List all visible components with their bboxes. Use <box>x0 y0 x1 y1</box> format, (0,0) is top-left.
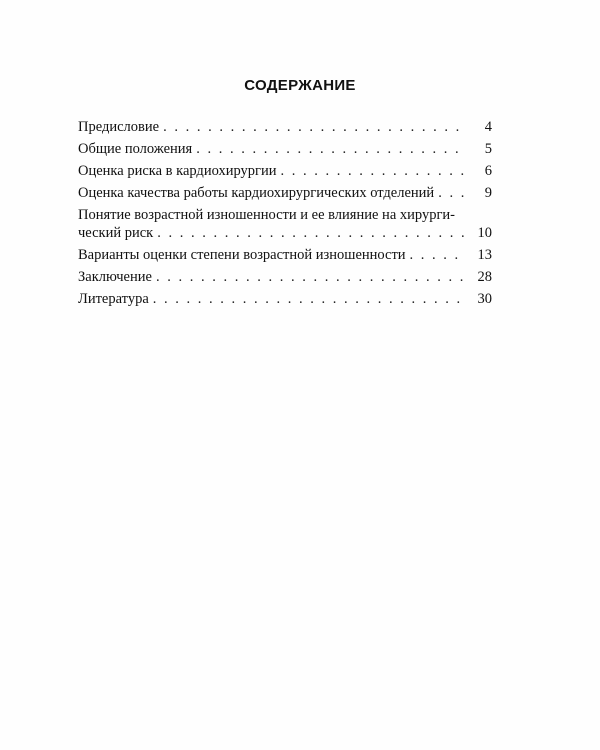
toc-entry-title: Оценка риска в кардиохирургии <box>78 163 277 179</box>
toc-entry[interactable] <box>78 246 492 264</box>
toc-entry[interactable] <box>78 206 492 242</box>
toc-entry[interactable] <box>78 118 492 136</box>
toc-page-number: 30 <box>477 291 492 307</box>
toc-entry-title-line1: Понятие возрастной изношенности и ее влияние на хирурги- <box>78 207 455 223</box>
toc-entry-title: Варианты оценки степени возрастной изношенности <box>78 247 406 263</box>
toc-page-number: 6 <box>484 163 492 179</box>
toc-page-number: 4 <box>484 119 492 135</box>
page-title: СОДЕРЖАНИЕ <box>244 77 356 94</box>
toc-entry-title: Заключение <box>78 269 152 285</box>
toc-page-number: 5 <box>484 141 492 157</box>
dot-leader <box>410 246 466 264</box>
toc-entry[interactable] <box>78 140 492 158</box>
toc-entry[interactable] <box>78 184 492 202</box>
toc-page-number: 13 <box>477 247 492 263</box>
toc-page-number: 9 <box>484 185 492 201</box>
dot-leader <box>196 140 466 158</box>
dot-leader <box>157 224 466 242</box>
dot-leader <box>163 118 466 136</box>
toc-entry[interactable] <box>78 268 492 286</box>
dot-leader <box>438 184 466 202</box>
toc-entry[interactable] <box>78 162 492 180</box>
toc-page-number: 10 <box>477 225 492 241</box>
dot-leader <box>156 268 466 286</box>
toc-entry-title: Общие положения <box>78 141 193 157</box>
toc-entry-title: Оценка качества работы кардиохирургических отделений <box>78 185 435 201</box>
toc-entry[interactable] <box>78 290 492 308</box>
toc-entry-title-line2: ческий риск <box>78 225 154 241</box>
toc-entry-title: Предисловие <box>78 119 160 135</box>
table-of-contents <box>78 118 492 312</box>
dot-leader <box>153 290 466 308</box>
dot-leader <box>281 162 467 180</box>
toc-entry-title: Литература <box>78 291 149 307</box>
toc-page-number: 28 <box>477 269 492 285</box>
